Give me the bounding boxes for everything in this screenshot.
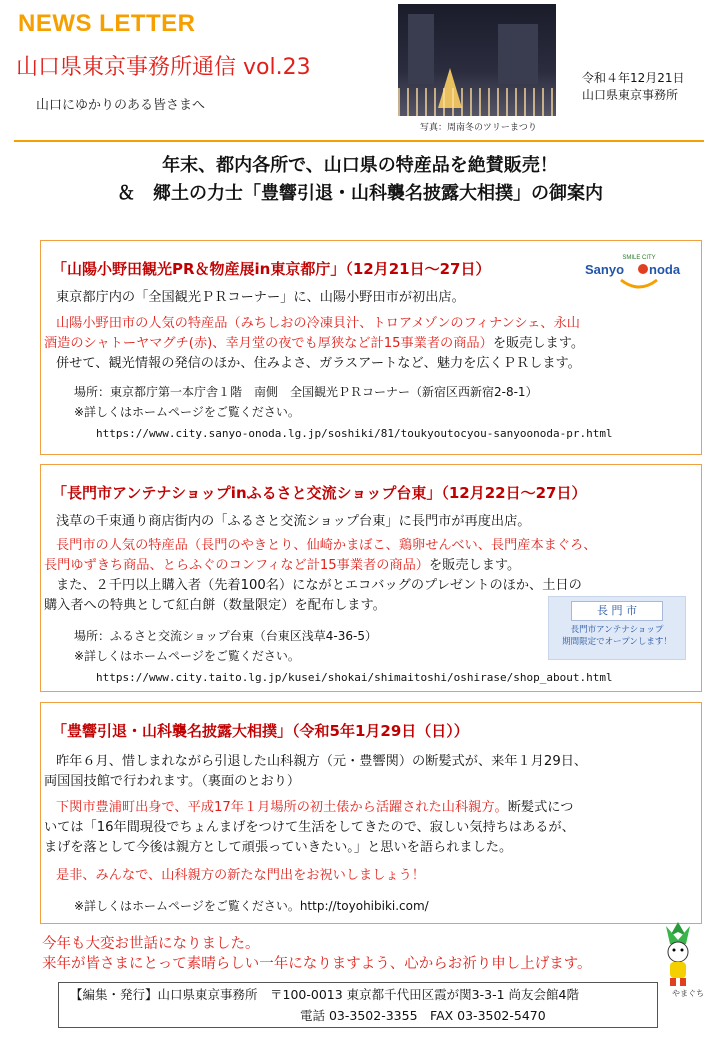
section-url-link[interactable]: https://www.city.taito.lg.jp/kusei/shokai/shimaitoshi/oshirase/shop_about.html — [96, 671, 613, 684]
section-place: 場所：ふるさと交流ショップ台東（台東区浅草4-36-5） — [74, 629, 377, 643]
section-url-link[interactable]: https://www.city.sanyo-onoda.lg.jp/soshiki/81/toukyoutocyou-sanyoonoda-pr.html — [96, 427, 613, 440]
section-text-highlight: 長門ゆずきち商品、とらふぐのコンフィなど計15事業者の商品） — [44, 558, 429, 573]
mascot-label: やまぐち — [672, 989, 704, 998]
section-text: 断髪式につ — [507, 800, 574, 815]
shop-text: 期間限定でオープンします！ — [562, 637, 672, 647]
svg-text:SMILE CITY: SMILE CITY — [622, 255, 656, 261]
section-text-highlight: 長門市の人気の特産品（長門のやきとり、仙崎かまぼこ、鶏卵せんべい、長門産本まぐろ、 — [56, 538, 597, 553]
section-note-link[interactable]: ※詳しくはホームページをご覧ください。http://toyohibiki.com/ — [74, 899, 429, 913]
section-text-highlight: 下関市豊浦町出身で、平成17年１月場所の初土俵から活躍された山科親方。 — [56, 800, 508, 815]
section-text: いては「16年間現役でちょんまげをつけて生活をしてきたので、寂しい気持ちはあるが、 — [44, 820, 575, 835]
newsletter-label: NEWS LETTER — [18, 10, 196, 37]
section-text: また、２千円以上購入者（先着100名）にながとエコバッグのプレゼントのほか、土日の — [56, 578, 582, 593]
headline-line2: ＆ 郷土の力士「豊響引退・山科襲名披露大相撲」の御案内 — [117, 183, 603, 204]
section-title: 「長門市アンテナショップinふるさと交流ショップ台東」（12月22日～27日） — [52, 484, 587, 502]
section-text: 浅草の千束通り商店街内の「ふるさと交流ショップ台東」に長門市が再度出店。 — [56, 514, 531, 529]
closing-message — [42, 934, 592, 974]
section-title: 「山陽小野田観光PR＆物産展in東京都庁」（12月21日～27日） — [52, 260, 491, 278]
footer-address: 【編集・発行】山口県東京事務所 〒100-0013 東京都千代田区霞が関3-3-1 尚友会館4階 — [70, 987, 579, 1002]
mascot-icon — [656, 920, 700, 988]
shop-text: 長門市アンテナショップ — [570, 625, 664, 635]
section-text: を販売します。 — [492, 336, 585, 351]
section-text: 東京都庁内の「全国観光ＰＲコーナー」に、山陽小野田市が初出店。 — [56, 290, 465, 305]
section-text-highlight: 山陽小野田市の人気の特産品（みちしおの冷凍貝汁、トロアメゾンのフィナンシェ、永山 — [56, 316, 580, 331]
section-text: 併せて、観光情報の発信のほか、住みよさ、ガラスアートなど、魅力を広くＰＲします。 — [56, 356, 581, 371]
newsletter-title: 山口県東京事務所通信 vol.23 — [16, 55, 311, 80]
closing-line1: 今年も大変お世話になりました。 — [42, 936, 260, 952]
footer-contact: 電話 03-3502-3355 FAX 03-3502-5470 — [300, 1008, 546, 1023]
photo-caption: 写真：周南冬のツリーまつり — [420, 123, 537, 133]
section-text: まげを落として今後は親方として頑張っていきたい。」と思いを語られました。 — [44, 840, 513, 855]
section-text: 購入者への特典として紅白餅（数量限定）を配布します。 — [44, 598, 386, 613]
sanyo-onoda-logo — [585, 250, 695, 296]
header-photo — [398, 4, 556, 116]
section-text: 両国国技館で行われます。（裏面のとおり） — [44, 774, 301, 789]
closing-line2: 来年が皆さまにとって素晴らしい一年になりますよう、心からお祈り申し上げます。 — [42, 956, 592, 972]
svg-text:Sanyo: Sanyo — [585, 262, 625, 277]
section-text-highlight: 是非、みんなで、山科親方の新たな門出をお祝いしましょう！ — [56, 868, 425, 883]
antenna-shop-photo — [548, 596, 686, 660]
shop-sign: 長 門 市 — [571, 601, 663, 621]
section-note: ※詳しくはホームページをご覧ください。 — [74, 405, 300, 419]
issue-date — [582, 70, 685, 104]
section-note: ※詳しくはホームページをご覧ください。 — [74, 649, 300, 663]
section-text-highlight: 酒造のシャトーヤマグチ(赤)、幸月堂の夜でも厚狭など計15事業者の商品） — [44, 336, 493, 351]
header-divider — [14, 140, 704, 142]
date: 令和４年12月21日 — [582, 71, 685, 85]
section-title: 「豊響引退・山科襲名披露大相撲」（令和5年1月29日（日）） — [52, 722, 469, 740]
section-place: 場所：東京都庁第一本庁舎１階 南側 全国観光ＰＲコーナー（新宿区西新宿2-8-1） — [74, 385, 538, 399]
section-text: 昨年６月、惜しまれながら引退した山科親方（元・豊響関）の断髪式が、来年１月29日、 — [56, 754, 588, 769]
headline-line1: 年末、都内各所で、山口県の特産品を絶賛販売！ — [162, 155, 558, 176]
office: 山口県東京事務所 — [582, 88, 679, 102]
section-text: を販売します。 — [428, 558, 521, 573]
headline — [20, 152, 700, 208]
greeting: 山口にゆかりのある皆さまへ — [36, 98, 206, 113]
svg-text:noda: noda — [649, 262, 681, 277]
